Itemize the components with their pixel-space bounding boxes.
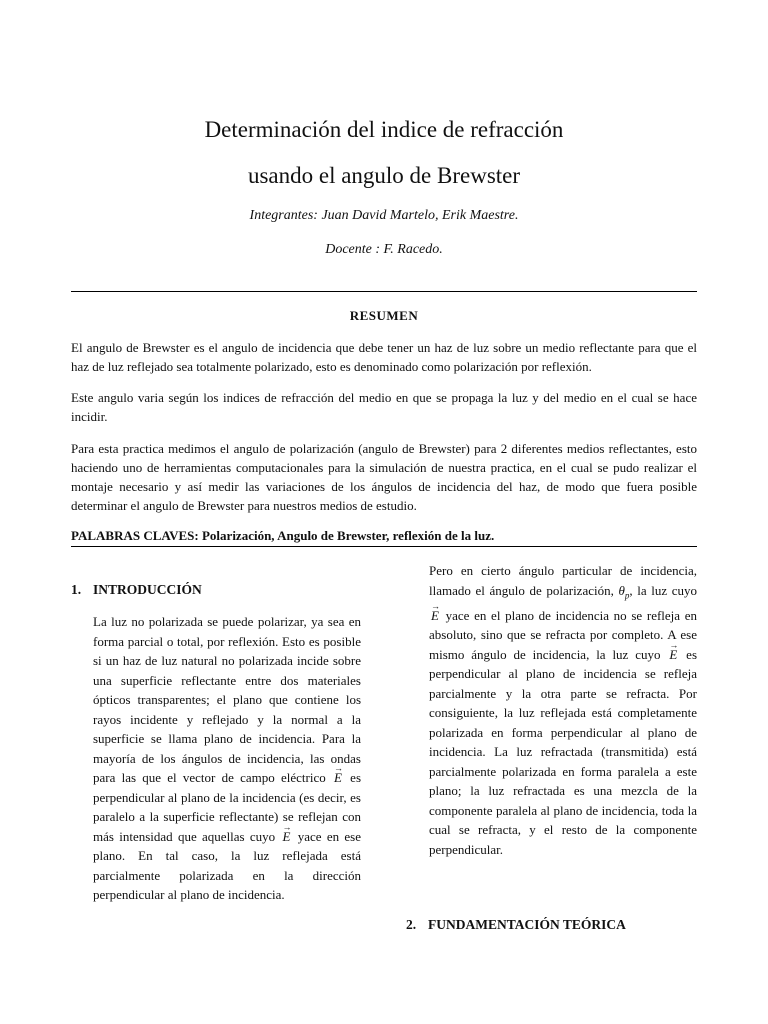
abstract-paragraph-3: Para esta practica medimos el angulo de polarización (angulo de Brewster) para 2 diferentes medios reflectantes, esto haciendo uno de herramientas computacionales para la simulación de nuestra practica, en el cual se pudo realizar el montaje necesario y así medir las variaciones de los ángulos de incidencia del haz, de modo que fuera posible determinar el angulo de Brewster para nuestros medios de estudio.: [71, 441, 697, 513]
intro-text-part-1: La luz no polarizada se puede polarizar, ya sea en forma parcial o total, por reflexión. Esto es posible si un haz de luz natural no polarizada incide sobre una superficie reflectante entre dos materiales ópticos transparentes; el plano que contiene los rayos incidente y reflejado y la normal a la superficie se llama plano de incidencia. Para la mayoría de los ángulos de incidencia, las ondas para las que el vector de campo eléctrico: [93, 614, 361, 785]
abstract-paragraph-2: Este angulo varia según los indices de refracción del medio en que se propaga la luz y del medio en el cual se hace incidir.: [71, 390, 697, 424]
right-text-part-4: es perpendicular al plano de incidencia se refleja parcialmente y la otra parte se refracta. Por consiguiente, la luz reflejada está completamente polarizada en forma perpendicular al plano de incidencia. La luz refractada (transmitida) está parcialmente polarizada en forma paralela a este plano; la luz refractada es una mezcla de la componente paralela al plano de incidencia, toda la cual se refracta, y el resto de la componente perpendicular.: [429, 646, 698, 857]
theta-p-symbol: [618, 582, 630, 601]
introduction-text: [93, 612, 361, 905]
theta-symbol: θ: [618, 582, 625, 598]
divider-top: [71, 291, 697, 292]
right-text-part-3: yace en el plano de incidencia no se refleja en absoluto, sino que se refracta por completo. A ese mismo ángulo de incidencia, la luz cuyo: [429, 607, 697, 662]
theta-subscript: p: [624, 590, 630, 601]
vector-e-symbol: → E: [332, 768, 344, 788]
intro-text-part-2: es perpendicular al plano de la incidencia (es decir, es paralelo a la superficie reflectante) se reflejan con más intensidad que aquellas cuyo: [93, 770, 362, 844]
authors: Integrantes: Juan David Martelo, Erik Maestre.: [249, 208, 519, 223]
paper-title-line-1: Determinación del indice de refracción: [204, 117, 564, 142]
section-1-title: INTRODUCCIÓN: [93, 582, 202, 597]
section-1-number: 1.: [71, 582, 82, 597]
section-2-heading: [406, 916, 626, 934]
vector-e-symbol: → E: [280, 827, 292, 847]
intro-text-part-3: yace en ese plano. En tal caso, la luz reflejada está parcialmente polarizada en la dirección perpendicular al plano de incidencia.: [93, 828, 361, 902]
abstract-heading: RESUMEN: [349, 308, 419, 323]
right-text-part-1: Pero en cierto ángulo particular de incidencia, llamado el ángulo de polarización,: [429, 563, 697, 598]
paper-title-line-2: usando el angulo de Brewster: [247, 163, 521, 188]
vector-e-symbol: → E: [667, 645, 679, 665]
right-column-text: [429, 561, 697, 859]
divider-keywords: [71, 546, 697, 547]
vector-e-symbol: → E: [429, 606, 441, 626]
section-2-number: 2.: [406, 917, 417, 932]
right-text-part-2: , la luz cuyo: [629, 582, 697, 598]
keywords: PALABRAS CLAVES: Polarización, Angulo de Brewster, reflexión de la luz.: [71, 528, 495, 543]
abstract-paragraph-1: El angulo de Brewster es el angulo de incidencia que debe tener un haz de luz sobre un medio reflectante para que el haz de luz reflejado sea totalmente polarizado, esto es denominado como polarización por reflexión.: [71, 340, 697, 374]
section-1-heading: [71, 581, 202, 599]
teacher: Docente : F. Racedo.: [325, 242, 443, 257]
section-2-title: FUNDAMENTACIÓN TEÓRICA: [428, 917, 626, 932]
